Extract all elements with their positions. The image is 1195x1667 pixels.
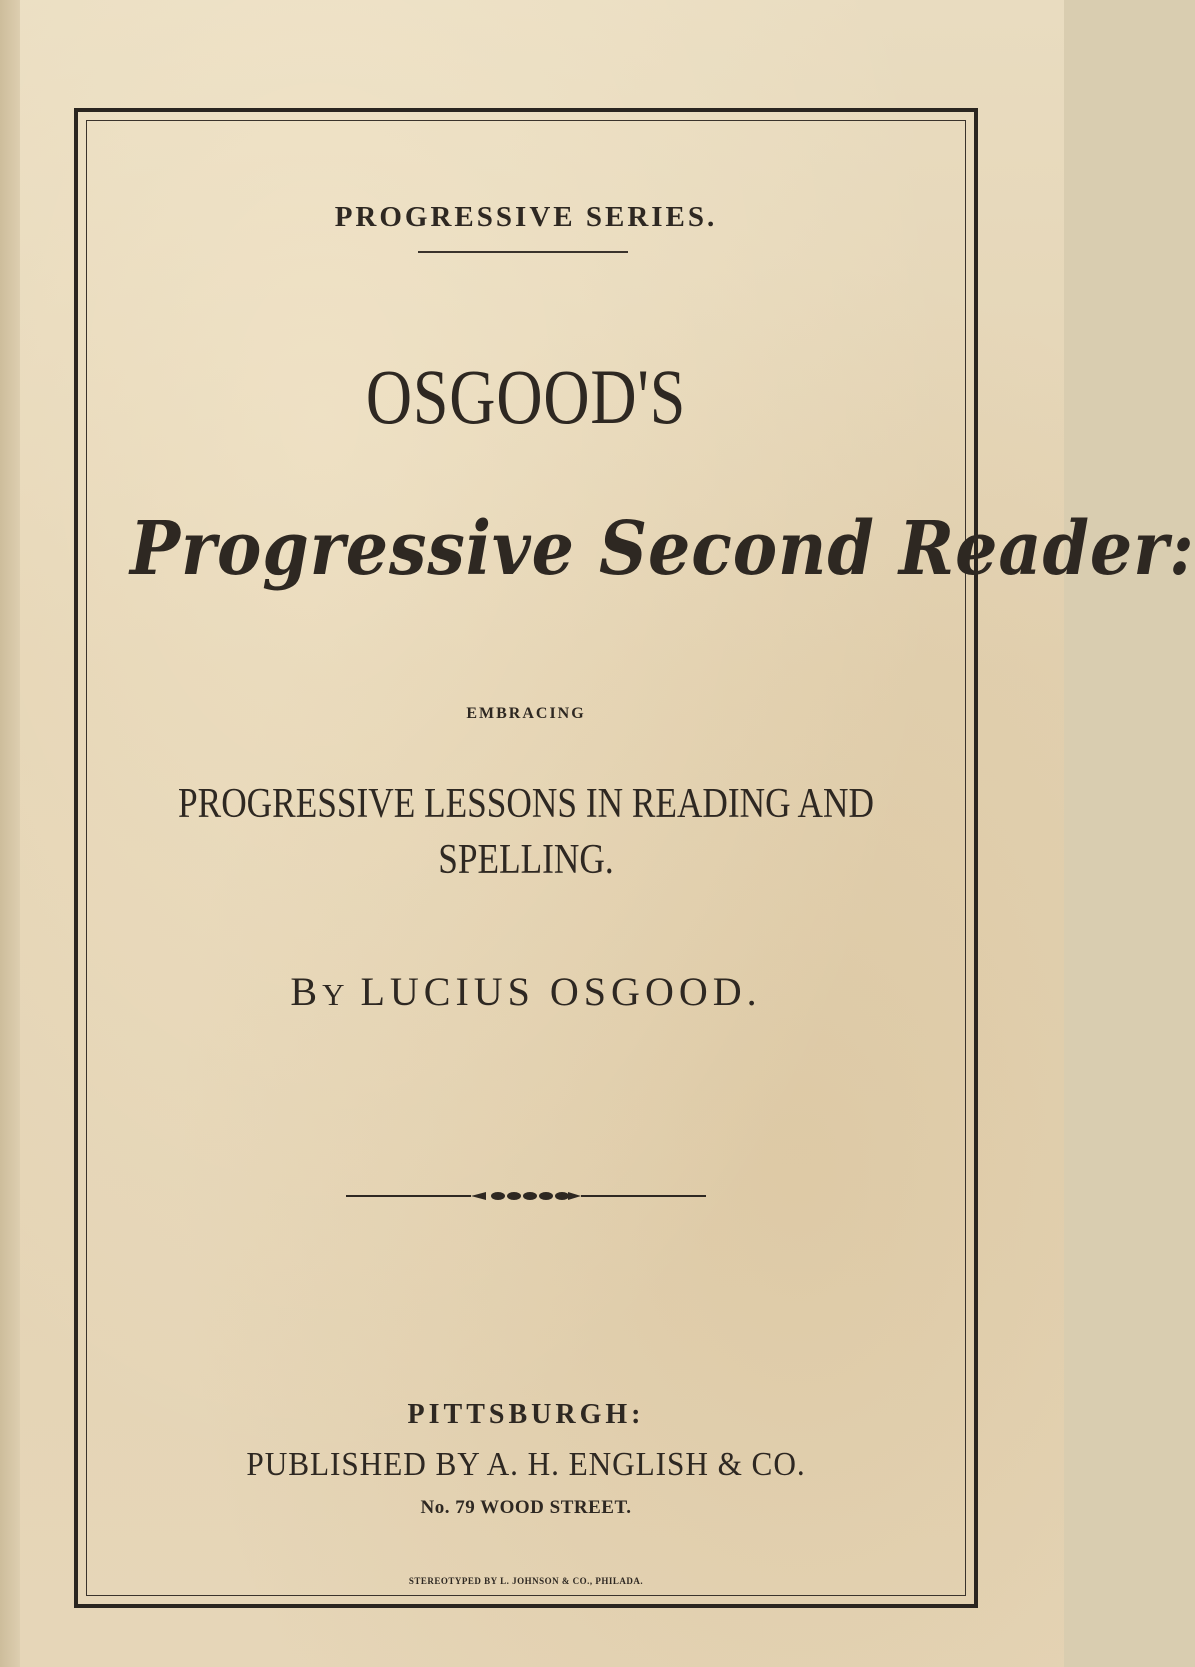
- title-main: OSGOOD'S: [365, 353, 687, 440]
- title-sub: Progressive Second Reader:: [130, 506, 1195, 592]
- stereotyper-credit: STEREOTYPED BY L. JOHNSON & CO., PHILADA.: [408, 1576, 644, 1586]
- subtitle: [156, 776, 895, 888]
- author-prefix-cap: B: [290, 969, 323, 1014]
- author-line: [86, 968, 966, 1015]
- series-rule: [418, 251, 628, 253]
- page-edge: [0, 0, 20, 1667]
- author-name: LUCIUS OSGOOD.: [345, 969, 762, 1014]
- series-heading: PROGRESSIVE SERIES.: [334, 201, 718, 233]
- author-prefix-rest: Y: [322, 977, 346, 1012]
- publisher-address: No. 79 WOOD STREET.: [420, 1497, 632, 1518]
- subtitle-line-1: PROGRESSIVE LESSONS IN READING AND: [178, 781, 874, 827]
- subtitle-line-2: SPELLING.: [438, 837, 614, 883]
- publication-city: PITTSBURGH:: [407, 1399, 645, 1430]
- embracing-label: EMBRACING: [466, 705, 586, 722]
- ornament-rule: [346, 1188, 706, 1204]
- publisher-line: PUBLISHED BY A. H. ENGLISH & CO.: [246, 1446, 806, 1483]
